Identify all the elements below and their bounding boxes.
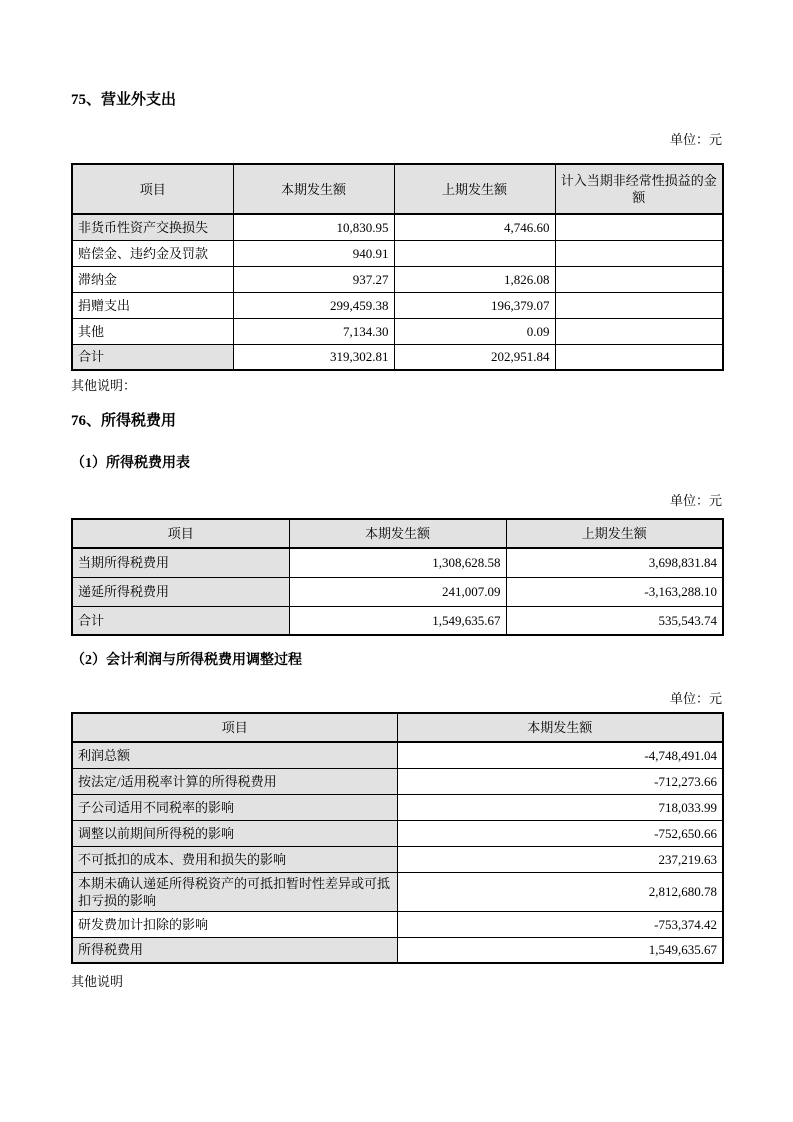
row-value: -752,650.66 [397, 820, 723, 846]
row-item: 子公司适用不同税率的影响 [72, 794, 397, 820]
row-value: 718,033.99 [397, 794, 723, 820]
table-row-total [72, 937, 723, 963]
row-current: 1,549,635.67 [289, 606, 506, 635]
table-row [72, 872, 723, 911]
row-prior: 1,826.08 [394, 266, 555, 292]
row-current: 319,302.81 [233, 344, 394, 370]
non-operating-expenses-table [71, 163, 724, 371]
table-row [72, 214, 723, 240]
row-nonrecurring [555, 318, 723, 344]
section-76-title: 76、所得税费用 [71, 413, 177, 429]
row-prior [394, 240, 555, 266]
row-nonrecurring [555, 292, 723, 318]
subsection-2-title: （2）会计利润与所得税费用调整过程 [71, 653, 302, 668]
row-value: 2,812,680.78 [397, 872, 723, 911]
section-75-title: 75、营业外支出 [71, 92, 177, 108]
table-row-total [72, 606, 723, 635]
row-value: -712,273.66 [397, 768, 723, 794]
row-item: 非货币性资产交换损失 [72, 214, 233, 240]
table-row [72, 742, 723, 768]
table-row [72, 794, 723, 820]
table-row [72, 240, 723, 266]
table-row [72, 292, 723, 318]
table-header-row [72, 713, 723, 742]
row-item: 当期所得税费用 [72, 548, 289, 577]
unit-label-1: 单位：元 [669, 132, 722, 147]
row-value: -753,374.42 [397, 911, 723, 937]
table-header-row [72, 519, 723, 548]
col-header-item: 项目 [72, 713, 397, 742]
table-header-row [72, 164, 723, 214]
table-row [72, 911, 723, 937]
table-row [72, 548, 723, 577]
row-prior: 535,543.74 [506, 606, 723, 635]
row-prior: 3,698,831.84 [506, 548, 723, 577]
row-prior: -3,163,288.10 [506, 577, 723, 606]
row-prior: 0.09 [394, 318, 555, 344]
row-current: 10,830.95 [233, 214, 394, 240]
table-row [72, 846, 723, 872]
col-header-item: 项目 [72, 164, 233, 214]
other-notes-label: 其他说明： [71, 378, 137, 393]
row-value: 1,549,635.67 [397, 937, 723, 963]
col-header-nonrecurring: 计入当期非经常性损益的金额 [555, 164, 723, 214]
table-row-total [72, 344, 723, 370]
row-prior: 196,379.07 [394, 292, 555, 318]
table-row [72, 820, 723, 846]
row-value: 237,219.63 [397, 846, 723, 872]
row-nonrecurring [555, 344, 723, 370]
row-item: 所得税费用 [72, 937, 397, 963]
row-nonrecurring [555, 240, 723, 266]
row-item: 不可抵扣的成本、费用和损失的影响 [72, 846, 397, 872]
table-row [72, 318, 723, 344]
row-nonrecurring [555, 214, 723, 240]
row-item: 研发费加计扣除的影响 [72, 911, 397, 937]
tax-reconciliation-table [71, 712, 724, 964]
row-item: 调整以前期间所得税的影响 [72, 820, 397, 846]
col-header-current-period: 本期发生额 [397, 713, 723, 742]
row-item: 合计 [72, 606, 289, 635]
subsection-1-title: （1）所得税费用表 [71, 456, 190, 471]
row-current: 7,134.30 [233, 318, 394, 344]
row-item: 其他 [72, 318, 233, 344]
row-value: -4,748,491.04 [397, 742, 723, 768]
unit-label-3: 单位：元 [669, 691, 722, 706]
income-tax-expense-table [71, 518, 724, 636]
col-header-current-period: 本期发生额 [289, 519, 506, 548]
col-header-current-period: 本期发生额 [233, 164, 394, 214]
unit-label-2: 单位：元 [669, 493, 722, 508]
row-current: 1,308,628.58 [289, 548, 506, 577]
row-current: 940.91 [233, 240, 394, 266]
row-nonrecurring [555, 266, 723, 292]
col-header-item: 项目 [72, 519, 289, 548]
col-header-prior-period: 上期发生额 [506, 519, 723, 548]
row-item: 递延所得税费用 [72, 577, 289, 606]
col-header-prior-period: 上期发生额 [394, 164, 555, 214]
row-item: 利润总额 [72, 742, 397, 768]
row-item: 本期未确认递延所得税资产的可抵扣暂时性差异或可抵扣亏损的影响 [72, 872, 397, 911]
table-row [72, 768, 723, 794]
row-item: 赔偿金、违约金及罚款 [72, 240, 233, 266]
row-item: 合计 [72, 344, 233, 370]
row-item: 捐赠支出 [72, 292, 233, 318]
row-item: 滞纳金 [72, 266, 233, 292]
row-prior: 4,746.60 [394, 214, 555, 240]
row-current: 241,007.09 [289, 577, 506, 606]
row-prior: 202,951.84 [394, 344, 555, 370]
row-item: 按法定/适用税率计算的所得税费用 [72, 768, 397, 794]
row-current: 937.27 [233, 266, 394, 292]
row-current: 299,459.38 [233, 292, 394, 318]
other-notes-label-2: 其他说明 [71, 974, 124, 989]
table-row [72, 266, 723, 292]
table-row [72, 577, 723, 606]
